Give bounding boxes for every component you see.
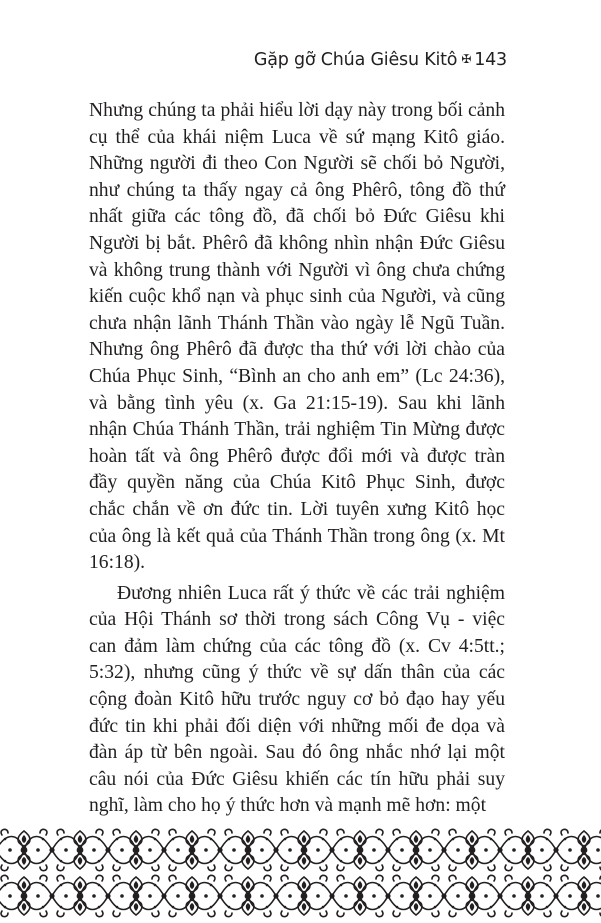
floral-border-icon	[0, 827, 601, 923]
body-text	[89, 98, 505, 820]
running-header	[0, 50, 507, 70]
page-number: 143	[474, 50, 507, 70]
paragraph-2: Đương nhiên Luca rất ý thức về các trải nghiệm của Hội Thánh sơ thời trong sách Công Vụ - việc can đảm làm chứng của các tông đồ (x. Cv 4:5tt.; 5:32), nhưng cũng ý thức về sự dấn thân của các cộng đoàn Kitô hữu trước nguy cơ bỏ đạo hay yếu đức tin khi phải đối diện với những mối đe dọa và đàn áp từ bên ngoài. Sau đó ông nhắc nhớ lại một câu nói của Đức Giêsu khiến các tín hữu phải suy nghĩ, làm cho họ ý thức hơn và mạnh mẽ hơn: một	[89, 582, 505, 817]
maltese-cross-icon: ✠	[461, 52, 472, 66]
paragraph-1: Nhưng chúng ta phải hiểu lời dạy này trong bối cảnh cụ thể của khái niệm Luca về sứ mạng Kitô giáo. Những người đi theo Con Người sẽ chối bỏ Người, như chúng ta thấy ngay cả ông Phêrô, tông đồ thứ nhất giữa các tông đồ, đã chối bỏ Đức Giêsu khi Người bị bắt. Phêrô đã không nhìn nhận Đức Giêsu và không trung thành với Người vì ông chưa chứng kiến cuộc khổ nạn và phục sinh của Người, và cũng chưa nhận lãnh Thánh Thần vào ngày lễ Ngũ Tuần. Nhưng ông Phêrô đã được tha thứ với lời chào của Chúa Phục Sinh, “Bình an cho anh em” (Lc 24:36), và bằng tình yêu (x. Ga 21:15-19). Sau khi lãnh nhận Chúa Thánh Thần, trải nghiệm Tin Mừng được hoàn tất và ông Phêrô được đổi mới và được tràn đầy quyền năng của Chúa Kitô Phục Sinh, được chắc chắn về ơn đức tin. Lời tuyên xưng Kitô học của ông là kết quả của Thánh Thần trong ông (x. Mt 16:18).	[89, 100, 505, 574]
running-title: Gặp gỡ Chúa Giêsu Kitô	[253, 50, 458, 70]
